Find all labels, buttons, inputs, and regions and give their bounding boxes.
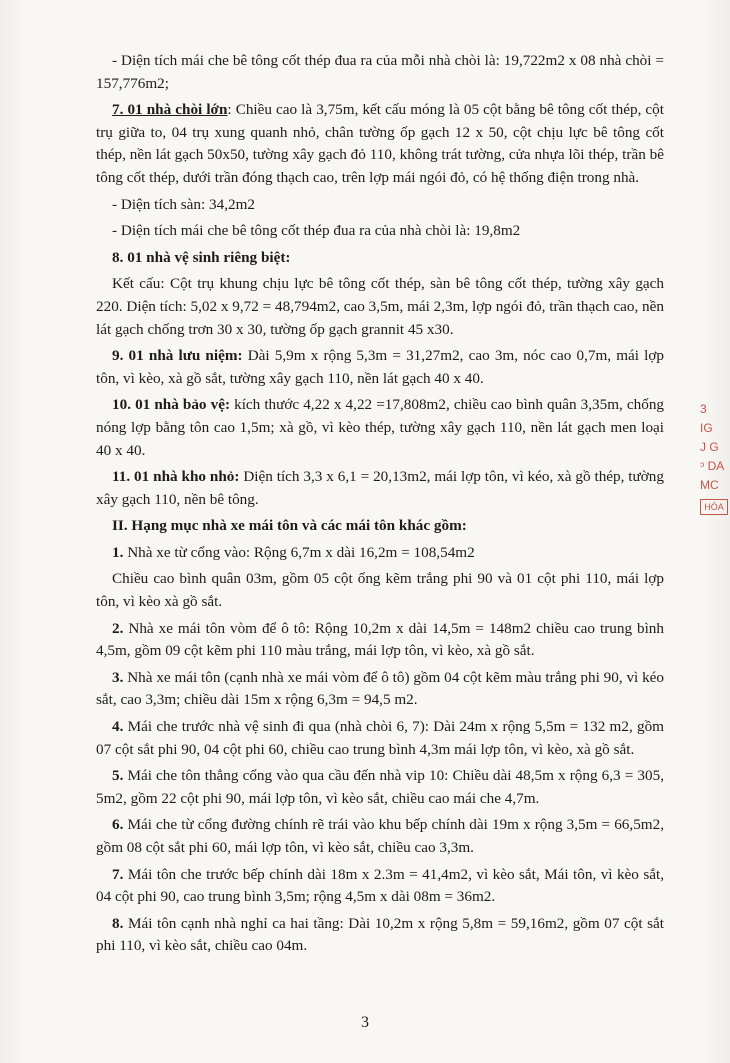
- stamp-text: 3: [700, 402, 707, 416]
- paragraph: [96, 194, 664, 217]
- stamp-text: ᵓ DA: [700, 459, 725, 473]
- text: Chiều cao bình quân 03m, gồm 05 cột ống kẽm trắng phi 90 và 01 cột phi 110, mái lợp tôn, vì kèo xà gồ sắt.: [96, 570, 664, 611]
- item-heading: 10. 01 nhà bảo vệ:: [112, 396, 231, 414]
- text: Kết cấu: Cột trụ khung chịu lực bê tông cốt thép, sàn bê tông cốt thép, tường xây gạch 220. Diện tích: 5,02 x 9,72 = 48,794m2, cao 3,5m, mái 2,3m, lợp ngói đỏ, trần thạch cao, nền lát gạch chống trơn 30 x 30, tường ốp gạch grannit 45 x30.: [96, 275, 664, 338]
- item-heading: 11. 01 nhà kho nhỏ:: [112, 468, 240, 486]
- paragraph: [96, 667, 664, 712]
- item-number: 7.: [112, 865, 124, 883]
- item-number: 3.: [112, 668, 124, 686]
- paragraph: [96, 99, 664, 189]
- paragraph: [96, 913, 664, 958]
- paragraph: [96, 466, 664, 511]
- text: Nhà xe mái tôn vòm để ô tô: Rộng 10,2m x dài 14,5m = 148m2 chiều cao trung bình 4,5m, gồm 09 cột kẽm phi 110 màu trắng, mái lợp tôn, vì kèo, xà gồ sắt.: [96, 619, 664, 660]
- paragraph: [96, 50, 664, 95]
- stamp-text: IG: [700, 421, 713, 435]
- text: Mái che trước nhà vệ sinh đi qua (nhà chòi 6, 7): Dài 24m x rộng 5,5m = 132 m2, gồm 07 cột sắt phi 90, 04 cột phi 60, chiều cao trung bình 4,3m mái lợp tôn, vì kèo, xà gồ sắt.: [96, 718, 664, 758]
- document-body: [96, 50, 664, 962]
- text: - Diện tích mái che bê tông cốt thép đua ra của nhà chòi là: 19,8m2: [112, 222, 521, 240]
- item-heading: 8. 01 nhà vệ sinh riêng biệt:: [112, 248, 291, 266]
- paragraph: [96, 814, 664, 859]
- item-heading: 7. 01 nhà chòi lớn: [112, 101, 228, 119]
- stamp-text: MC: [700, 478, 719, 492]
- text: Mái tôn che trước bếp chính dài 18m x 2.3m = 41,4m2, vì kèo sắt, Mái tôn, vì kèo sắt, 04 cột phi 90, cao trung bình 3,5m; rộng 4,5m x dài 08m = 36m2.: [96, 865, 664, 906]
- text: kích thước 4,22 x 4,22 =17,808m2, chiều cao bình quân 3,35m, chống nóng lợp bằng tôn cao 1,5m; xà gồ, vì kèo thép, tường xây gạch 110, nền lát gạch men loại 40 x 40.: [96, 396, 665, 459]
- text: Nhà xe mái tôn (cạnh nhà xe mái vòm để ô tô) gồm 04 cột kẽm màu trắng phi 90, vì kéo sắt, cao 3,3m; chiều dài 15m x rộng 6,3m = 94,5 m2.: [96, 668, 664, 709]
- paragraph: [96, 394, 664, 462]
- text: - Diện tích sàn: 34,2m2: [112, 195, 255, 213]
- text: Diện tích 3,3 x 6,1 = 20,13m2, mái lợp tôn, vì kéo, xà gồ thép, tường xây gạch 110, nền bê tông.: [96, 468, 664, 508]
- text: - Diện tích mái che bê tông cốt thép đua ra của mỗi nhà chòi là: 19,722m2 x 08 nhà chòi = 157,776m2;: [96, 52, 664, 92]
- item-number: 2.: [112, 619, 124, 637]
- paragraph: [96, 345, 664, 390]
- paragraph: [96, 542, 664, 565]
- item-number: 5.: [112, 767, 124, 785]
- paragraph: [96, 220, 664, 243]
- paragraph: [96, 568, 664, 613]
- item-number: 6.: [112, 816, 124, 834]
- stamp-text: J G: [700, 440, 719, 454]
- paragraph: [96, 864, 664, 909]
- paragraph: [96, 618, 664, 663]
- paragraph: [96, 273, 664, 341]
- section-heading: [96, 515, 664, 538]
- item-number: 8.: [112, 914, 124, 932]
- text: : Chiều cao là 3,75m, kết cấu móng là 05 cột bằng bê tông cốt thép, cột trụ giữa to, 04 trụ xung quanh nhỏ, chân tường ốp gạch 12 x 50, cột chịu lực bê tông cốt thép, nền lát gạch 50x50, tường xây gạch đỏ 110, không trát tường, cửa nhựa lõi thép, trần bê tông cốt thép, dưới trần đóng thạch cao, trên lợp mái ngói đỏ, có hệ thống điện trong nhà.: [96, 101, 664, 186]
- text: Mái tôn cạnh nhà nghỉ ca hai tầng: Dài 10,2m x rộng 5,8m = 59,16m2, gồm 07 cột sắt phi 110, vì kèo sắt, chiều cao 04m.: [96, 914, 664, 955]
- item-number: 1.: [112, 543, 124, 561]
- text: Dài 5,9m x rộng 5,3m = 31,27m2, cao 3m, nóc cao 0,7m, mái lợp tôn, vì kèo, xà gồ sắt, tường xây gạch 110, nền lát gạch 40 x 40.: [96, 347, 664, 387]
- stamp-text: HÓA: [700, 499, 728, 515]
- text: Mái che tôn thẳng cổng vào qua cầu đến nhà vip 10: Chiều dài 48,5m x rộng 6,3 = 305, 5m2, gồm 22 cột phi 90, mái lợp tôn, vì kèo sắt, chiều cao mái che 4,7m.: [96, 767, 664, 807]
- paragraph: [96, 247, 664, 270]
- text: Nhà xe từ cổng vào: Rộng 6,7m x dài 16,2m = 108,54m2: [123, 543, 475, 561]
- paragraph: [96, 765, 664, 810]
- item-heading: 9. 01 nhà lưu niệm:: [112, 347, 243, 365]
- item-number: 4.: [112, 718, 124, 736]
- page-number: 3: [361, 1014, 369, 1031]
- heading-text: II. Hạng mục nhà xe mái tôn và các mái tôn khác gồm:: [112, 517, 467, 535]
- red-stamp-edge: [700, 400, 730, 550]
- paragraph: [96, 716, 664, 761]
- text: Mái che từ cổng đường chính rẽ trái vào khu bếp chính dài 19m x rộng 3,5m = 66,5m2, gồm 08 cột sắt phi 60, mái lợp tôn, vì kèo sắt, chiều cao 3,3m.: [96, 816, 664, 856]
